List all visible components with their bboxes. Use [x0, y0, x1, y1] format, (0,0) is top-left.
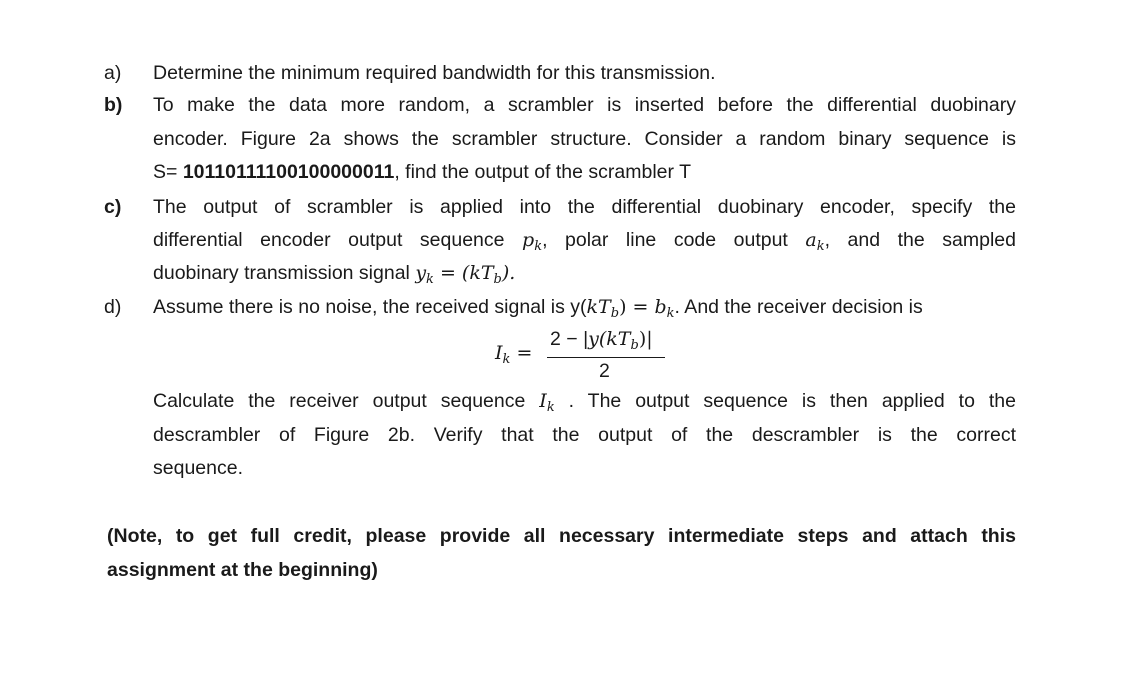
question-c-line-3 [153, 262, 515, 287]
question-c-line-2 [153, 229, 1016, 254]
math-symbol: )| [638, 328, 653, 350]
math-subscript: k [534, 239, 543, 254]
note-line-1: (Note, to get full credit, please provide all necessary intermediate steps and attach this [107, 525, 1016, 547]
question-d-line-2 [153, 390, 1016, 415]
math-symbol: y(kT [588, 328, 631, 350]
question-b-line-1: To make the data more random, a scrambler is inserted before the differential duobinary [153, 94, 1016, 116]
text-segment: Calculate the receiver output sequence [153, 390, 540, 412]
note-line-2: assignment at the beginning) [107, 559, 378, 581]
formula-lhs [495, 342, 532, 367]
math-subscript: k [502, 352, 511, 367]
question-c-label: c) [104, 196, 122, 218]
question-a-text: Determine the minimum required bandwidth for this transmission. [153, 62, 716, 84]
math-ak [805, 229, 825, 254]
question-b-label: b) [104, 94, 123, 116]
math-symbol: 2 − | [550, 328, 589, 350]
text-segment: duobinary transmission signal [153, 262, 416, 284]
math-bk [654, 296, 675, 321]
text-segment: , and the sampled [824, 229, 1016, 251]
question-b-line-3 [153, 161, 691, 184]
math-kTb [586, 296, 620, 321]
sequence-suffix: , find the output of the scrambler T [394, 161, 691, 183]
math-symbol: = (kT [433, 262, 494, 284]
math-subscript: k [666, 306, 675, 321]
math-symbol: y [415, 262, 427, 284]
math-Ik [539, 390, 555, 415]
text-segment: , polar line code output [542, 229, 806, 251]
question-b-line-2: encoder. Figure 2a shows the scrambler structure. Consider a random binary sequence is [153, 128, 1016, 150]
math-subscript: b [630, 338, 639, 353]
text-segment: Assume there is no noise, the received signal is y( [153, 296, 587, 318]
binary-sequence: 10110111100100000011 [182, 161, 395, 183]
math-symbol: kT [586, 296, 611, 318]
math-symbol: I [495, 342, 503, 364]
formula-numerator [550, 328, 653, 353]
math-symbol: b [654, 296, 667, 318]
math-symbol: ) = [619, 296, 655, 318]
math-subscript: b [493, 272, 502, 287]
question-d-line-1 [153, 296, 923, 321]
math-symbol: ). [501, 262, 516, 284]
math-subscript: k [816, 239, 825, 254]
question-d-label: d) [104, 296, 122, 318]
math-subscript: k [426, 272, 434, 287]
formula-denominator: 2 [599, 360, 610, 382]
question-d-line-3: descrambler of Figure 2b. Verify that the output of the descrambler is the correct [153, 424, 1016, 446]
math-symbol: p [522, 229, 535, 251]
math-pk [522, 229, 543, 254]
math-yk [415, 262, 516, 287]
question-c-line-1: The output of scrambler is applied into the differential duobinary encoder, specify the [153, 196, 1016, 218]
sequence-prefix: S= [153, 161, 183, 183]
math-subscript: b [610, 306, 620, 321]
decision-formula [495, 328, 695, 384]
math-subscript: k [546, 400, 555, 415]
text-segment: . The output sequence is then applied to the [554, 390, 1016, 412]
question-d-line-4: sequence. [153, 457, 243, 479]
math-symbol: I [539, 390, 547, 412]
fraction-bar [547, 357, 665, 358]
math-symbol: = [510, 342, 533, 364]
math-symbol: a [805, 229, 817, 251]
text-segment: differential encoder output sequence [153, 229, 523, 251]
text-segment: . And the receiver decision is [674, 296, 923, 318]
question-a-label: a) [104, 62, 122, 84]
